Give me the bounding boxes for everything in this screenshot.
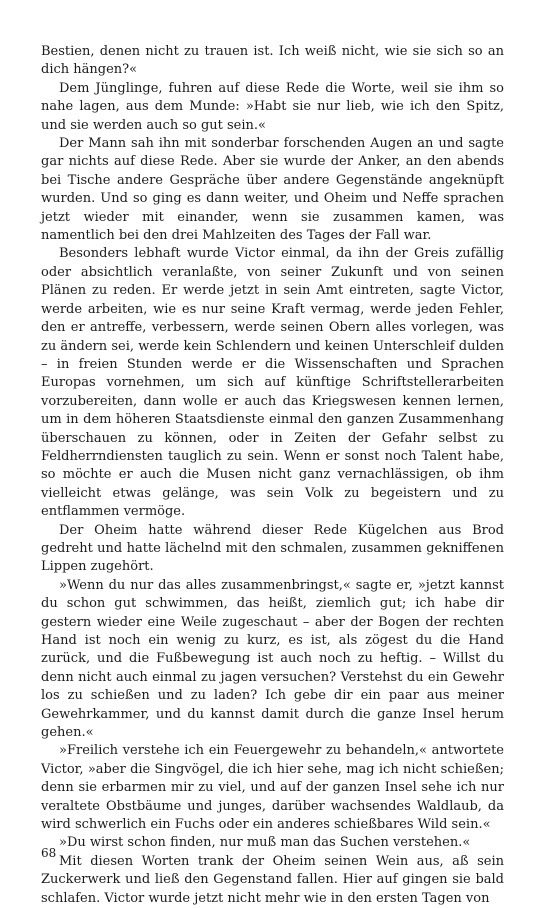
paragraph: Besonders lebhaft wurde Victor einmal, da ihn der Greis zufällig oder absichtlich veranlaßte, von seiner Zukunft und von seinen Plänen zu reden. Er werde jetzt in sein Amt eintreten, sagte Victor, werde arbeiten, wie es nur seine Kraft vermag, werde jeden Fehler, den er antreffe, verbessern, werde seinen Obern alles vorlegen, was zu ändern sei, werde kein Schlendern und keinen Unterschleif dulden – in freien Stunden werde er die Wissenschaften und Sprachen Europas vornehmen, um sich auf künftige Schriftstellerarbeiten vorzubereiten, dann wolle er auch das Kriegswesen kennen lernen, um in dem höheren Staatsdienste einmal den ganzen Zusammenhang überschauen zu können, oder in Zeiten der Gefahr selbst zu Feldherrndiensten tauglich zu sein. Wenn er sonst noch Talent habe, so möchte er auch die Musen nicht ganz vernachlässigen, ob ihm vielleicht etwas gelänge, was sein Volk zu begeistern und zu entflammen vermöge. xyxy=(41,246,504,520)
paragraph: »Freilich verstehe ich ein Feuergewehr zu behandeln,« antwortete Victor, »aber die Singvögel, die ich hier sehe, mag ich nicht schießen; denn sie erbarmen mir zu viel, und auf der ganzen Insel sehe ich nur veraltete Obstbäume und junges, darüber wachsendes Waldlaub, da wird schwerlich ein Fuchs oder ein anderes schießbares Wild sein.« xyxy=(41,743,504,833)
paragraph: Bestien, denen nicht zu trauen ist. Ich weiß nicht, wie sie sich so an dich hängen?« xyxy=(41,44,504,78)
paragraph: Mit diesen Worten trank der Oheim seinen Wein aus, aß sein Zuckerwerk und ließ den Gegenstand fallen. Hier auf gingen sie bald schlafen. Victor wurde jetzt nicht mehr wie in den ersten Tagen von xyxy=(41,853,504,906)
book-page xyxy=(41,43,504,908)
paragraph: Der Oheim hatte während dieser Rede Kügelchen aus Brod gedreht und hatte lächelnd mit den schmalen, zusammen gekniffenen Lippen zugehört. xyxy=(41,522,504,575)
paragraph: »Wenn du nur das alles zusammenbringst,« sagte er, »jetzt kannst du schon gut schwimmen, das heißt, ziemlich gut; ich habe dir gestern wieder eine Weile zugeschaut – aber der Bogen der rechten Hand ist noch ein wenig zu kurz, es ist, als zögest du die Hand zurück, und die Fußbewegung ist auch noch zu heftig. – Willst du denn nicht auch einmal zu jagen versuchen? Verstehst du ein Gewehr los zu schießen und zu laden? Ich gebe dir ein paar aus meiner Gewehrkammer, und du kannst damit durch die ganze Insel herum gehen.« xyxy=(41,577,504,741)
paragraph: »Du wirst schon finden, nur muß man das Suchen verstehen.« xyxy=(59,835,471,851)
page-number: 68 xyxy=(41,846,57,860)
paragraph: Dem Jünglinge, fuhren auf diese Rede die Worte, weil sie ihm so nahe lagen, aus dem Munde: »Habt sie nur lieb, wie ich den Spitz, und sie werden auch so gut sein.« xyxy=(41,80,504,133)
paragraph: Der Mann sah ihn mit sonderbar forschenden Augen an und sagte gar nichts auf diese Rede. Aber sie wurde der Anker, an den abends bei Tische andere Gespräche über andere Gegenstände angeknüpft wurden. Und so ging es dann weiter, und Oheim und Neffe sprachen jetzt wieder mit einander, wenn sie zusammen kamen, was namentlich bei den drei Mahlzeiten des Tages der Fall war. xyxy=(41,136,504,244)
